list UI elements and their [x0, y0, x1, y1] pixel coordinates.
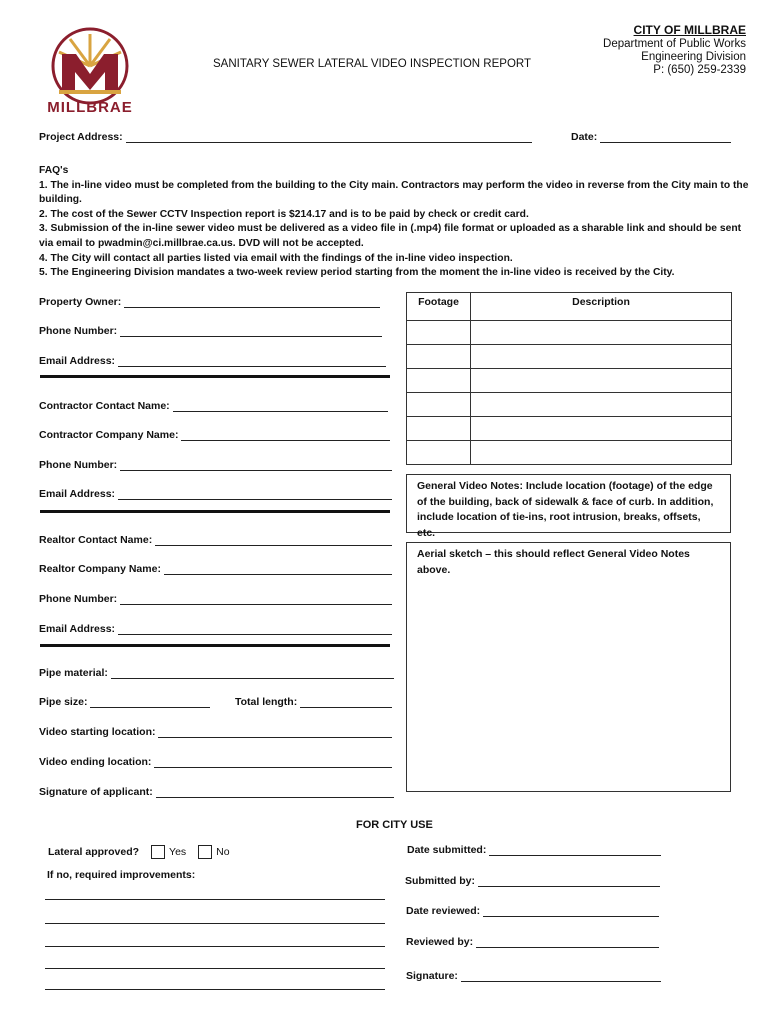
- pipe-material-label: Pipe material:: [39, 667, 108, 679]
- general-video-notes-text: General Video Notes: Include location (footage) of the edge of the building, back of sidewalk & face of curb. In addition, include location of tie-ins, root intrusion, breaks, offsets, etc.: [417, 480, 714, 539]
- table-row: [407, 345, 732, 369]
- date-submitted-label: Date submitted:: [407, 844, 487, 856]
- description-cell[interactable]: [471, 393, 732, 417]
- aerial-sketch-text: Aerial sketch – this should reflect General Video Notes above.: [417, 548, 690, 576]
- table-header-row: [407, 293, 732, 321]
- date-submitted-field[interactable]: [407, 844, 661, 856]
- no-label: No: [216, 846, 230, 858]
- faq-item: 3. Submission of the in-line sewer video must be delivered as a video file in (.mp4) file format or uploaded as a sharable link and should be sent via email to pwadmin@ci.millbrae.ca.us. DVD will not be accepted.: [39, 223, 742, 249]
- table-row: [407, 321, 732, 345]
- project-address-field[interactable]: [39, 131, 532, 143]
- realtor-contact-label: Realtor Contact Name:: [39, 534, 153, 546]
- owner-email-label: Email Address:: [39, 355, 116, 367]
- city-signature-label: Signature:: [406, 970, 458, 982]
- date-field[interactable]: [571, 131, 731, 143]
- description-cell[interactable]: [471, 369, 732, 393]
- footage-table: [406, 292, 732, 465]
- property-owner-field[interactable]: [39, 296, 380, 308]
- table-row: [407, 417, 732, 441]
- city-phone: P: (650) 259-2339: [653, 64, 746, 76]
- date-label: Date:: [571, 131, 598, 143]
- city-use-heading: FOR CITY USE: [356, 819, 433, 831]
- video-start-label: Video starting location:: [39, 726, 156, 738]
- table-row: [407, 393, 732, 417]
- faq-item: 5. The Engineering Division mandates a two-week review period starting from the moment the in-line video is received by the City.: [39, 267, 675, 279]
- improvements-line[interactable]: [45, 989, 385, 990]
- description-cell[interactable]: [471, 417, 732, 441]
- contractor-contact-field[interactable]: [39, 400, 388, 412]
- department: Department of Public Works: [603, 38, 746, 50]
- reviewed-by-field[interactable]: [406, 936, 659, 948]
- owner-phone-field[interactable]: [39, 325, 382, 337]
- video-end-label: Video ending location:: [39, 756, 152, 768]
- owner-phone-label: Phone Number:: [39, 325, 118, 337]
- description-cell[interactable]: [471, 345, 732, 369]
- improvements-line[interactable]: [45, 946, 385, 947]
- footage-cell[interactable]: [407, 369, 471, 393]
- section-divider: [40, 375, 390, 378]
- realtor-company-label: Realtor Company Name:: [39, 563, 161, 575]
- required-improvements-label: If no, required improvements:: [47, 869, 196, 881]
- footage-cell[interactable]: [407, 417, 471, 441]
- footage-cell[interactable]: [407, 345, 471, 369]
- total-length-label: Total length:: [235, 696, 298, 708]
- logo-wordmark: MILLBRAE: [47, 99, 133, 116]
- owner-email-field[interactable]: [39, 355, 386, 367]
- lateral-approved-label: Lateral approved?: [48, 846, 140, 858]
- footage-header: Footage: [407, 293, 471, 321]
- submitted-by-label: Submitted by:: [405, 875, 475, 887]
- property-owner-label: Property Owner:: [39, 296, 122, 308]
- submitted-by-field[interactable]: [405, 875, 660, 887]
- faq-item: 4. The City will contact all parties listed via email with the findings of the in-line video inspection.: [39, 252, 513, 264]
- realtor-email-label: Email Address:: [39, 623, 116, 635]
- total-length-field[interactable]: [235, 696, 392, 708]
- millbrae-logo: [35, 26, 145, 118]
- lateral-approved-row: [48, 845, 230, 859]
- realtor-contact-field[interactable]: [39, 534, 392, 546]
- pipe-material-field[interactable]: [39, 667, 394, 679]
- table-row: [407, 369, 732, 393]
- date-reviewed-label: Date reviewed:: [406, 905, 481, 917]
- description-cell[interactable]: [471, 441, 732, 465]
- section-divider: [40, 510, 390, 513]
- faq-section: [39, 164, 754, 281]
- contractor-contact-label: Contractor Contact Name:: [39, 400, 170, 412]
- realtor-email-field[interactable]: [39, 623, 392, 635]
- date-reviewed-field[interactable]: [406, 905, 659, 917]
- division: Engineering Division: [641, 51, 746, 63]
- realtor-company-field[interactable]: [39, 563, 392, 575]
- section-divider: [40, 644, 390, 647]
- video-start-field[interactable]: [39, 726, 392, 738]
- realtor-phone-field[interactable]: [39, 593, 392, 605]
- contractor-phone-field[interactable]: [39, 459, 392, 471]
- improvements-line[interactable]: [45, 899, 385, 900]
- yes-label: Yes: [169, 846, 187, 858]
- city-contact-block: [603, 22, 746, 76]
- city-signature-field[interactable]: [406, 970, 661, 982]
- applicant-signature-field[interactable]: [39, 786, 394, 798]
- contractor-phone-label: Phone Number:: [39, 459, 118, 471]
- no-checkbox[interactable]: [198, 845, 212, 859]
- yes-checkbox[interactable]: [151, 845, 165, 859]
- footage-cell[interactable]: [407, 393, 471, 417]
- contractor-email-field[interactable]: [39, 488, 392, 500]
- realtor-phone-label: Phone Number:: [39, 593, 118, 605]
- applicant-signature-label: Signature of applicant:: [39, 786, 153, 798]
- general-video-notes-box[interactable]: [406, 474, 731, 539]
- pipe-size-field[interactable]: [39, 696, 210, 708]
- description-cell[interactable]: [471, 321, 732, 345]
- contractor-company-label: Contractor Company Name:: [39, 429, 179, 441]
- project-address-label: Project Address:: [39, 131, 123, 143]
- video-end-field[interactable]: [39, 756, 392, 768]
- report-title: SANITARY SEWER LATERAL VIDEO INSPECTION REPORT: [213, 58, 532, 70]
- reviewed-by-label: Reviewed by:: [406, 936, 474, 948]
- faq-heading: FAQ's: [39, 165, 69, 176]
- improvements-line[interactable]: [45, 923, 385, 924]
- footage-cell[interactable]: [407, 321, 471, 345]
- faq-item: 1. The in-line video must be completed from the building to the City main. Contractors may perform the video in reverse from the City main to the building.: [39, 179, 749, 206]
- aerial-sketch-box[interactable]: [406, 542, 731, 792]
- contractor-email-label: Email Address:: [39, 488, 116, 500]
- footage-cell[interactable]: [407, 441, 471, 465]
- contractor-company-field[interactable]: [39, 429, 390, 441]
- improvements-line[interactable]: [45, 968, 385, 969]
- faq-item: 2. The cost of the Sewer CCTV Inspection report is $214.17 and is to be paid by check or credit card.: [39, 208, 529, 220]
- description-header: Description: [471, 293, 732, 321]
- table-row: [407, 441, 732, 465]
- pipe-size-label: Pipe size:: [39, 696, 88, 708]
- city-name: CITY OF MILLBRAE: [633, 23, 746, 37]
